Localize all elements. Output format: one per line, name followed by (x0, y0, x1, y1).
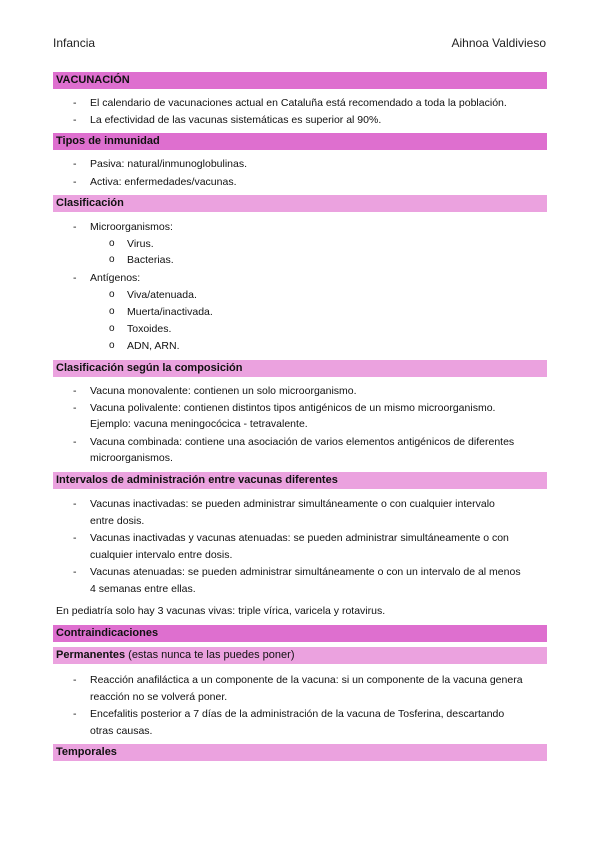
sub-list-item: Virus. (127, 238, 154, 250)
bullet-dash: - (73, 436, 77, 448)
permanentes-title: Permanentes (56, 649, 126, 661)
header-left: Infancia (53, 36, 96, 50)
header-right: Aihnoa Valdivieso (451, 36, 546, 50)
subsection-permanentes (53, 647, 547, 664)
section-clasificacion: Clasificación (53, 195, 547, 212)
bullet-dash: - (73, 498, 77, 510)
list-item: Vacuna polivalente: contienen distintos tipos antigénicos de un mismo microorganismo. (90, 402, 496, 414)
list-item: Vacuna monovalente: contienen un solo microorganismo. (90, 385, 357, 397)
section-vacunacion: VACUNACIÓN (53, 72, 547, 89)
list-item-continuation: 4 semanas entre ellas. (90, 583, 196, 595)
list-item: Antígenos: (90, 272, 141, 284)
circle-bullet-icon: o (109, 238, 115, 249)
list-item: Vacuna combinada: contiene una asociación de varios elementos antigénicos de diferentes (90, 436, 515, 448)
bullet-dash: - (73, 532, 77, 544)
list-item: Vacunas inactivadas: se pueden administrar simultáneamente o con cualquier intervalo (90, 498, 495, 510)
section-tipos-inmunidad: Tipos de inmunidad (53, 133, 547, 150)
list-item: Activa: enfermedades/vacunas. (90, 176, 237, 188)
permanentes-subtitle: (estas nunca te las puedes poner) (128, 649, 295, 661)
list-item: Microorganismos: (90, 221, 173, 233)
bullet-dash: - (73, 402, 77, 414)
circle-bullet-icon: o (109, 254, 115, 265)
list-item: La efectividad de las vacunas sistemáticas es superior al 90%. (90, 114, 382, 126)
list-item: Encefalitis posterior a 7 días de la administración de la vacuna de Tosferina, descartando (90, 708, 505, 720)
subsection-temporales: Temporales (53, 744, 547, 761)
list-item-continuation: otras causas. (90, 725, 153, 737)
bullet-dash: - (73, 566, 77, 578)
bullet-dash: - (73, 221, 77, 233)
bullet-dash: - (73, 272, 77, 284)
list-item: Pasiva: natural/inmunoglobulinas. (90, 158, 248, 170)
bullet-dash: - (73, 708, 77, 720)
list-item-continuation: microorganismos. (90, 452, 173, 464)
section-contraindicaciones: Contraindicaciones (53, 625, 547, 642)
bullet-dash: - (73, 176, 77, 188)
section-composicion: Clasificación según la composición (53, 360, 547, 377)
sub-list-item: ADN, ARN. (127, 340, 180, 352)
sub-list-item: Bacterias. (127, 254, 174, 266)
list-item-continuation: Ejemplo: vacuna meningocócica - tetravalente. (90, 418, 308, 430)
section-intervalos: Intervalos de administración entre vacunas diferentes (53, 472, 547, 489)
circle-bullet-icon: o (109, 289, 115, 300)
list-item: Reacción anafiláctica a un componente de la vacuna: si un componente de la vacuna genera (90, 674, 523, 686)
bullet-dash: - (73, 114, 77, 126)
note-paragraph: En pediatría solo hay 3 vacunas vivas: triple vírica, varicela y rotavirus. (56, 605, 386, 617)
bullet-dash: - (73, 158, 77, 170)
sub-list-item: Muerta/inactivada. (127, 306, 213, 318)
sub-list-item: Viva/atenuada. (127, 289, 197, 301)
list-item: El calendario de vacunaciones actual en Cataluña está recomendado a toda la población. (90, 97, 507, 109)
circle-bullet-icon: o (109, 340, 115, 351)
bullet-dash: - (73, 97, 77, 109)
circle-bullet-icon: o (109, 306, 115, 317)
list-item: Vacunas atenuadas: se pueden administrar simultáneamente o con un intervalo de al menos (90, 566, 521, 578)
sub-list-item: Toxoides. (127, 323, 172, 335)
bullet-dash: - (73, 385, 77, 397)
list-item-continuation: reacción no se volverá poner. (90, 691, 228, 703)
bullet-dash: - (73, 674, 77, 686)
list-item-continuation: entre dosis. (90, 515, 145, 527)
list-item-continuation: cualquier intervalo entre dosis. (90, 549, 233, 561)
circle-bullet-icon: o (109, 323, 115, 334)
list-item: Vacunas inactivadas y vacunas atenuadas: se pueden administrar simultáneamente o con (90, 532, 509, 544)
